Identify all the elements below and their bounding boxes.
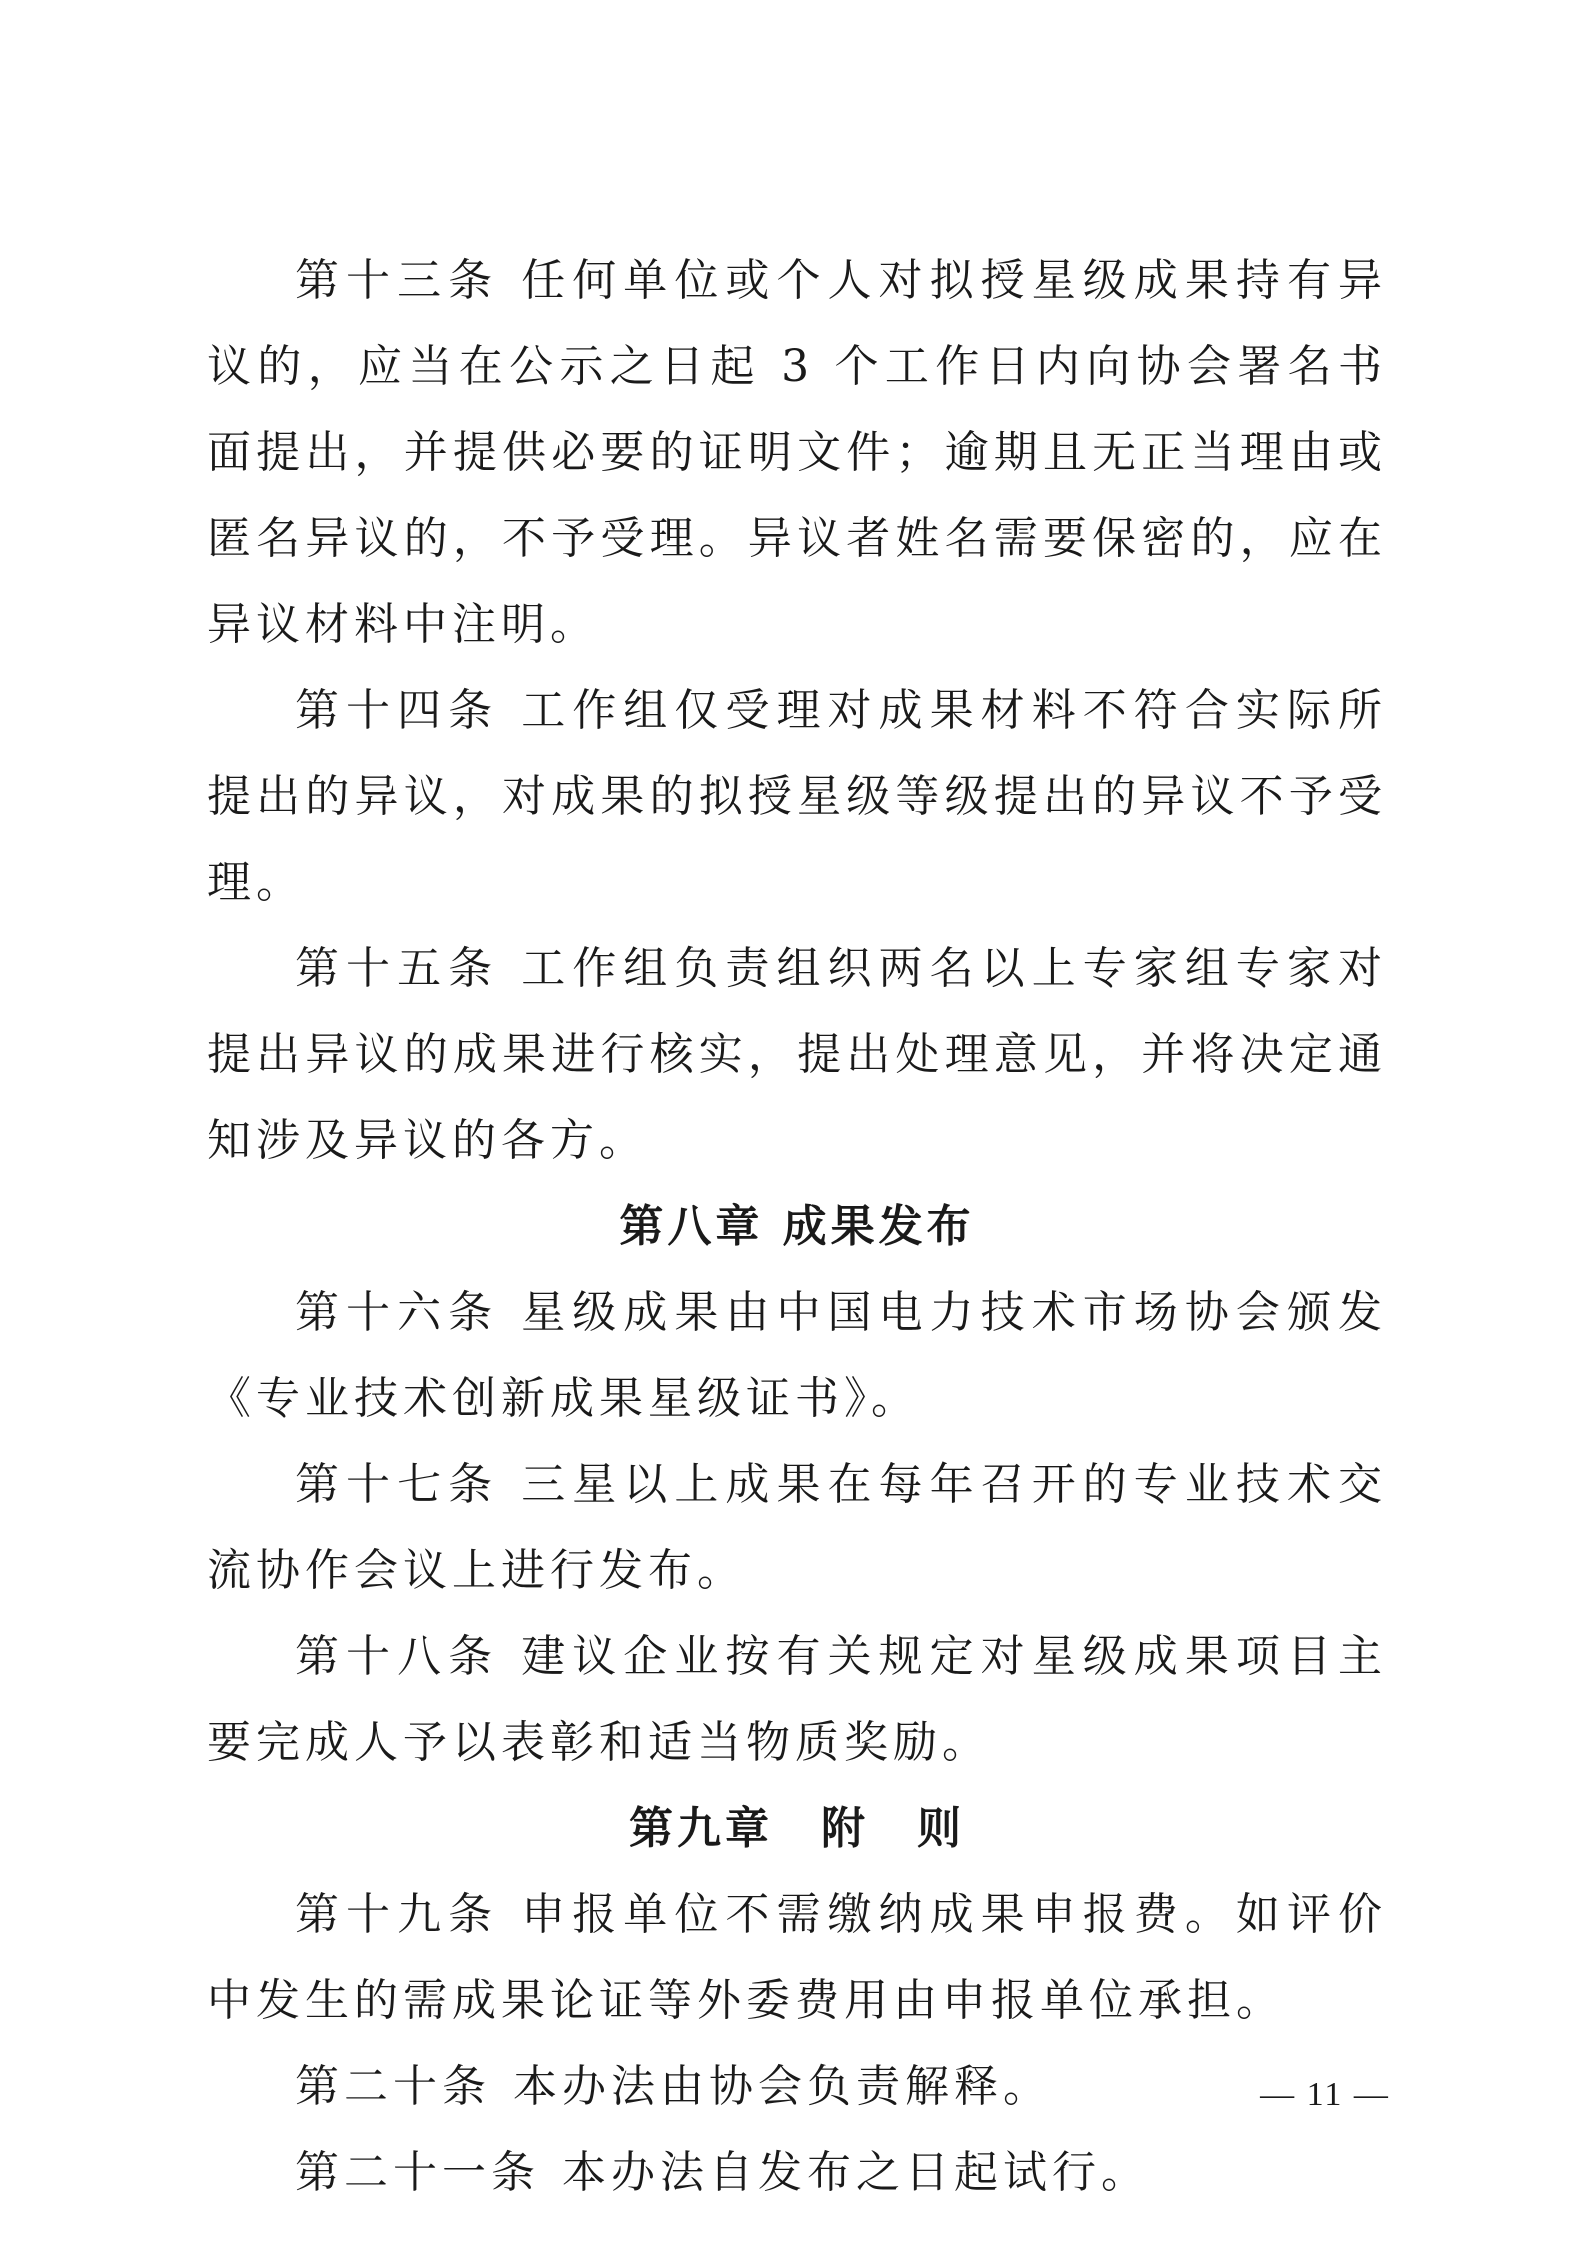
article-number: 第十六条 — [295, 1287, 500, 1338]
article-number: 第十八条 — [295, 1631, 500, 1682]
page-number: — 11 — — [1260, 2076, 1390, 2113]
article-number: 第二十条 — [295, 2061, 491, 2112]
article-text: 申报单位不需缴纳成果申报费。如评价中发生的需成果论证等外委费用由申报单位承担。 — [207, 1889, 1388, 2026]
article-text: 工作组仅受理对成果材料不符合实际所提出的异议，对成果的拟授星级等级提出的异议不予受理。 — [207, 685, 1388, 908]
article-text: 本办法由协会负责解释。 — [513, 2061, 1052, 2112]
article-21 — [207, 2130, 1387, 2216]
article-17 — [207, 1442, 1387, 1614]
article-18 — [207, 1614, 1387, 1786]
article-20 — [207, 2044, 1387, 2130]
article-number: 第十五条 — [295, 943, 500, 994]
article-text: 三星以上成果在每年召开的专业技术交流协作会议上进行发布。 — [207, 1459, 1388, 1596]
article-text: 本办法自发布之日起试行。 — [562, 2147, 1150, 2198]
article-14 — [207, 668, 1387, 926]
chapter-8-title: 第八章 成果发布 — [619, 1201, 975, 1252]
article-16 — [207, 1270, 1387, 1442]
article-number: 第十七条 — [295, 1459, 500, 1510]
article-number: 第十九条 — [295, 1889, 500, 1940]
article-number: 第二十一条 — [295, 2147, 540, 2198]
article-13 — [207, 238, 1387, 668]
chapter-9-title: 第九章 附 则 — [629, 1803, 965, 1854]
article-15 — [207, 926, 1387, 1184]
article-text: 工作组负责组织两名以上专家组专家对提出异议的成果进行核实，提出处理意见，并将决定通知涉及异议的各方。 — [207, 943, 1388, 1166]
article-number: 第十三条 — [295, 255, 500, 306]
article-text: 任何单位或个人对拟授星级成果持有异议的，应当在公示之日起 3 个工作日内向协会署名书面提出，并提供必要的证明文件；逾期且无正当理由或匿名异议的，不予受理。异议者姓名需要保密的，应在异议材料中注明。 — [207, 255, 1388, 650]
document-body — [207, 238, 1387, 2216]
article-text: 建议企业按有关规定对星级成果项目主要完成人予以表彰和适当物质奖励。 — [207, 1631, 1388, 1768]
article-19 — [207, 1872, 1387, 2044]
article-number: 第十四条 — [295, 685, 500, 736]
article-text: 星级成果由中国电力技术市场协会颁发《专业技术创新成果星级证书》。 — [207, 1287, 1388, 1424]
